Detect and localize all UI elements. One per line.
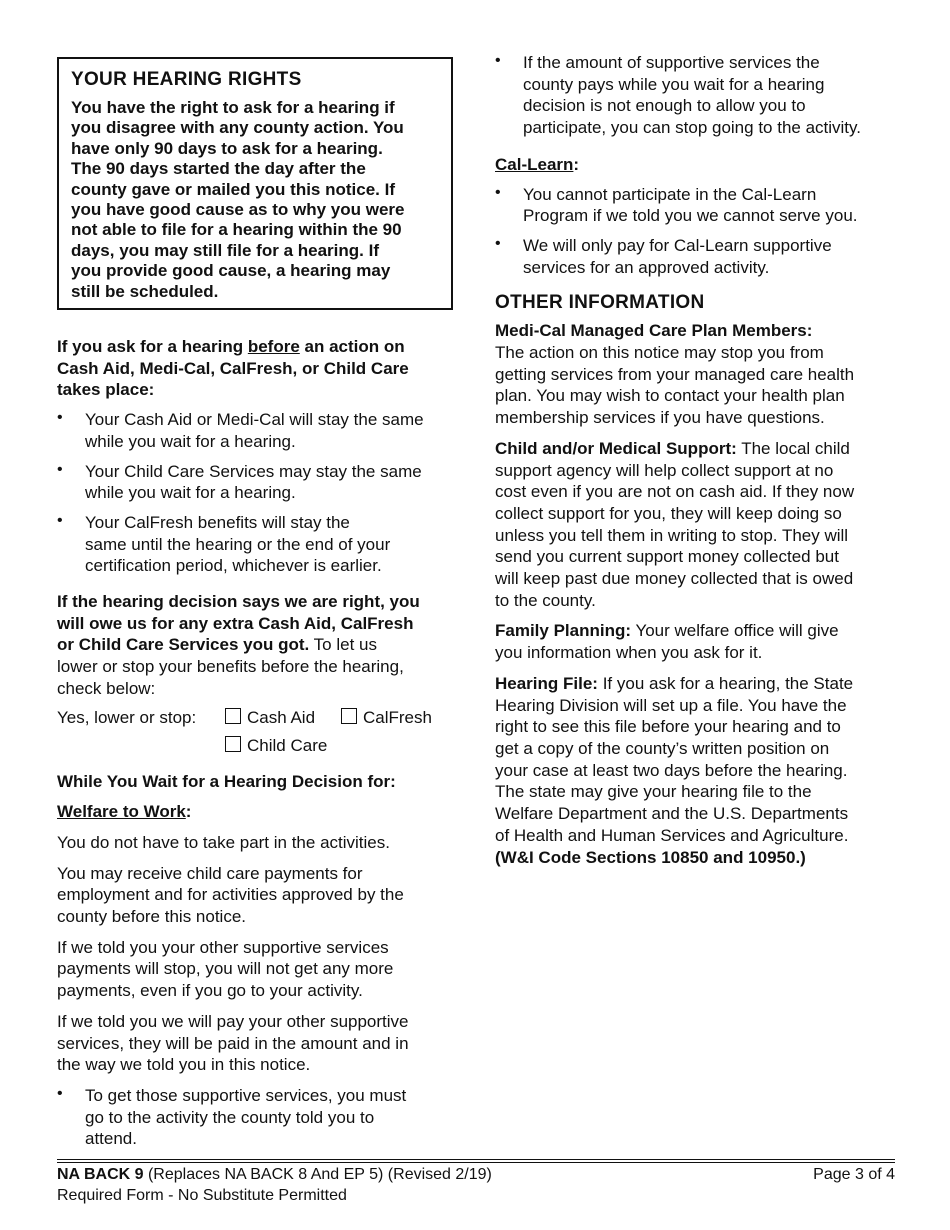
- bullet-text: Your Cash Aid or Medi-Cal will stay the same: [85, 410, 424, 430]
- page-footer: [57, 1164, 895, 1206]
- bullet-text: Your CalFresh benefits will stay the: [85, 512, 350, 532]
- bullet-text: To get those supportive services, you must: [85, 1085, 407, 1105]
- medi-cal-text: plan. You may wish to contact your health plan: [495, 386, 845, 406]
- medi-cal-text: The action on this notice may stop you from: [495, 343, 824, 363]
- hearing-rights-title: YOUR HEARING RIGHTS: [71, 69, 302, 90]
- cal-learn-label: Cal-Learn: [495, 154, 574, 174]
- child-support-text: The local child: [736, 438, 850, 458]
- option-cash-aid[interactable]: [225, 707, 315, 729]
- family-planning-title: Family Planning:: [495, 621, 632, 641]
- decision-text: or Child Care Services you got.: [57, 635, 310, 655]
- bullet-text: You cannot participate in the Cal-Learn: [523, 184, 817, 204]
- cal-learn-heading: [495, 154, 900, 176]
- w2w-text: payments will stop, you will not get any more: [57, 959, 394, 979]
- bullet-text: participate, you can stop going to the activity.: [523, 118, 861, 138]
- lower-stop-label: Yes, lower or stop:: [57, 707, 197, 727]
- w2w-text: If we told you your other supportive services: [57, 937, 389, 957]
- calfresh-label: CalFresh: [363, 707, 432, 727]
- right-column: [495, 52, 900, 868]
- hearing-rights-line: The 90 days started the day after the: [71, 159, 366, 179]
- bullet-text: certification period, whichever is earlier.: [85, 556, 382, 576]
- w2w-paragraph-child-care: [57, 863, 457, 928]
- hearing-rights-line: county gave or mailed you this notice. If: [71, 179, 396, 199]
- child-support-text: unless you tell them in writing to stop. They will: [495, 525, 849, 545]
- form-number: NA BACK 9: [57, 1166, 144, 1183]
- lower-stop-options-row2: [57, 735, 457, 757]
- hearing-file-text: Welfare Department and the U.S. Departments: [495, 804, 849, 824]
- hearing-file-text: The state may give your hearing file to the: [495, 782, 812, 802]
- cash-aid-checkbox[interactable]: [225, 708, 241, 724]
- before-text: an action on: [299, 337, 405, 356]
- bullet-cal-learn-pay: [495, 235, 900, 278]
- bullet-glyph: •: [495, 234, 501, 252]
- bullet-glyph: •: [57, 460, 63, 478]
- lower-stop-options: [57, 707, 457, 729]
- cash-aid-label: Cash Aid: [247, 707, 316, 727]
- w2w-paragraph: You do not have to take part in the activities.: [57, 832, 390, 852]
- child-care-checkbox[interactable]: [225, 736, 241, 752]
- bullet-text: Your Child Care Services may stay the same: [85, 461, 422, 481]
- hearing-rights-line: you have good cause as to why you were: [71, 200, 405, 220]
- footer-divider: [57, 1162, 895, 1163]
- decision-text: check below:: [57, 678, 156, 698]
- hearing-file-text: right to see this file before your hearing and to: [495, 717, 841, 737]
- bullet-text: while you wait for a hearing.: [85, 431, 296, 451]
- decision-text: will owe us for any extra Cash Aid, CalFresh: [57, 613, 414, 633]
- w2w-text: services, they will be paid in the amount and in: [57, 1033, 409, 1053]
- decision-text: If the hearing decision says we are right, you: [57, 592, 420, 612]
- child-support-title: Child and/or Medical Support:: [495, 438, 737, 458]
- before-text: takes place:: [57, 380, 155, 400]
- hearing-file-text: of Health and Human Services and Agriculture.: [495, 825, 849, 845]
- bullet-glyph: •: [57, 1084, 63, 1102]
- medi-cal-text: membership services if you have questions.: [495, 408, 825, 428]
- decision-text: To let us: [309, 635, 377, 655]
- medi-cal-paragraph: [495, 320, 900, 429]
- colon: :: [573, 154, 580, 174]
- hearing-rights-line: You have the right to ask for a hearing if: [71, 98, 395, 117]
- family-planning-text: Your welfare office will give: [631, 621, 839, 641]
- hearing-rights-line: you provide good cause, a hearing may: [71, 261, 391, 281]
- bullet-child-care: [57, 461, 457, 504]
- required-form-note: Required Form - No Substitute Permitted: [57, 1187, 347, 1204]
- decision-text: lower or stop your benefits before the hearing,: [57, 657, 404, 677]
- family-planning-text: you information when you ask for it.: [495, 643, 763, 663]
- w2w-text: If we told you we will pay your other supportive: [57, 1011, 409, 1031]
- wait-heading: While You Wait for a Hearing Decision for:: [57, 771, 396, 791]
- bullet-glyph: •: [57, 511, 63, 529]
- hearing-rights-line: have only 90 days to ask for a hearing.: [71, 138, 383, 158]
- bullet-text: If the amount of supportive services the: [523, 53, 820, 72]
- w2w-paragraph-pay: [57, 1011, 457, 1076]
- welfare-to-work-label: Welfare to Work: [57, 802, 186, 822]
- hearing-file-title: Hearing File:: [495, 673, 598, 693]
- child-support-text: send you current support money collected but: [495, 547, 839, 567]
- hearing-rights-line: not able to file for a hearing within the 90: [71, 220, 402, 240]
- colon: :: [185, 802, 192, 822]
- form-revision: (Replaces NA BACK 8 And EP 5) (Revised 2/19): [143, 1166, 492, 1183]
- hearing-file-text: get a copy of the county’s written position on: [495, 738, 830, 758]
- hearing-file-text: your case at least two days before the hearing.: [495, 760, 848, 780]
- option-calfresh[interactable]: [341, 707, 432, 729]
- medi-cal-text: getting services from your managed care health: [495, 364, 855, 384]
- child-support-paragraph: [495, 438, 900, 612]
- bullet-text: services for an approved activity.: [523, 257, 770, 277]
- w2w-text: You may receive child care payments for: [57, 863, 363, 883]
- hearing-file-text: Hearing Division will set up a file. You have the: [495, 695, 847, 715]
- hearing-rights-line: you disagree with any county action. You: [71, 118, 404, 138]
- before-action-heading: [57, 336, 457, 401]
- bullet-cash-aid: [57, 409, 457, 452]
- w2w-text: county before this notice.: [57, 907, 247, 927]
- option-child-care[interactable]: [225, 735, 327, 757]
- child-support-text: cost even if you are not on cash aid. If they now: [495, 482, 855, 502]
- bullet-glyph: •: [495, 52, 501, 69]
- code-citation: (W&I Code Sections 10850 and 10950.): [495, 847, 806, 867]
- left-column: [57, 336, 457, 1150]
- bullet-glyph: •: [57, 409, 63, 427]
- child-care-label: Child Care: [247, 735, 328, 755]
- footer-divider: [57, 1159, 895, 1160]
- before-text: If you ask for a hearing: [57, 337, 248, 356]
- page-number: Page 3 of 4: [813, 1166, 895, 1183]
- bullet-text: go to the activity the county told you to: [85, 1107, 375, 1127]
- bullet-text: while you wait for a hearing.: [85, 483, 296, 503]
- bullet-text: same until the hearing or the end of your: [85, 534, 391, 554]
- w2w-text: employment and for activities approved by the: [57, 885, 404, 905]
- before-underlined: before: [247, 337, 300, 356]
- before-text: Cash Aid, Medi-Cal, CalFresh, or Child Care: [57, 358, 409, 378]
- hearing-file-paragraph: [495, 673, 900, 868]
- child-support-text: will keep past due money collected that is owed: [495, 569, 854, 589]
- hearing-rights-box: [57, 57, 453, 310]
- hearing-rights-line: still be scheduled.: [71, 281, 219, 301]
- bullet-glyph: •: [495, 183, 501, 201]
- bullet-text: attend.: [85, 1129, 137, 1149]
- w2w-text: payments, even if you go to your activity.: [57, 981, 363, 1001]
- bullet-supportive-amount: [495, 52, 900, 139]
- bullet-calfresh: [57, 512, 457, 577]
- child-support-text: collect support for you, they will keep doing so: [495, 503, 842, 523]
- welfare-to-work-heading: [57, 801, 457, 823]
- bullet-text: We will only pay for Cal-Learn supportive: [523, 235, 832, 255]
- bullet-supportive-services: [57, 1085, 457, 1150]
- w2w-paragraph-stop: [57, 937, 457, 1002]
- hearing-file-text: If you ask for a hearing, the State: [597, 673, 854, 693]
- w2w-text: the way we told you in this notice.: [57, 1055, 311, 1075]
- hearing-rights-line: days, you may still file for a hearing. If: [71, 240, 379, 260]
- other-information-heading: OTHER INFORMATION: [495, 292, 705, 314]
- child-support-text: to the county.: [495, 590, 596, 610]
- medi-cal-title: Medi-Cal Managed Care Plan Members:: [495, 321, 813, 341]
- bullet-cal-learn-serve: [495, 184, 900, 227]
- bullet-text: county pays while you wait for a hearing: [523, 74, 825, 94]
- calfresh-checkbox[interactable]: [341, 708, 357, 724]
- family-planning-paragraph: [495, 620, 900, 663]
- child-support-text: support agency will help collect support at no: [495, 460, 834, 480]
- decision-paragraph: [57, 591, 457, 700]
- bullet-text: Program if we told you we cannot serve you.: [523, 206, 858, 226]
- bullet-text: decision is not enough to allow you to: [523, 96, 806, 116]
